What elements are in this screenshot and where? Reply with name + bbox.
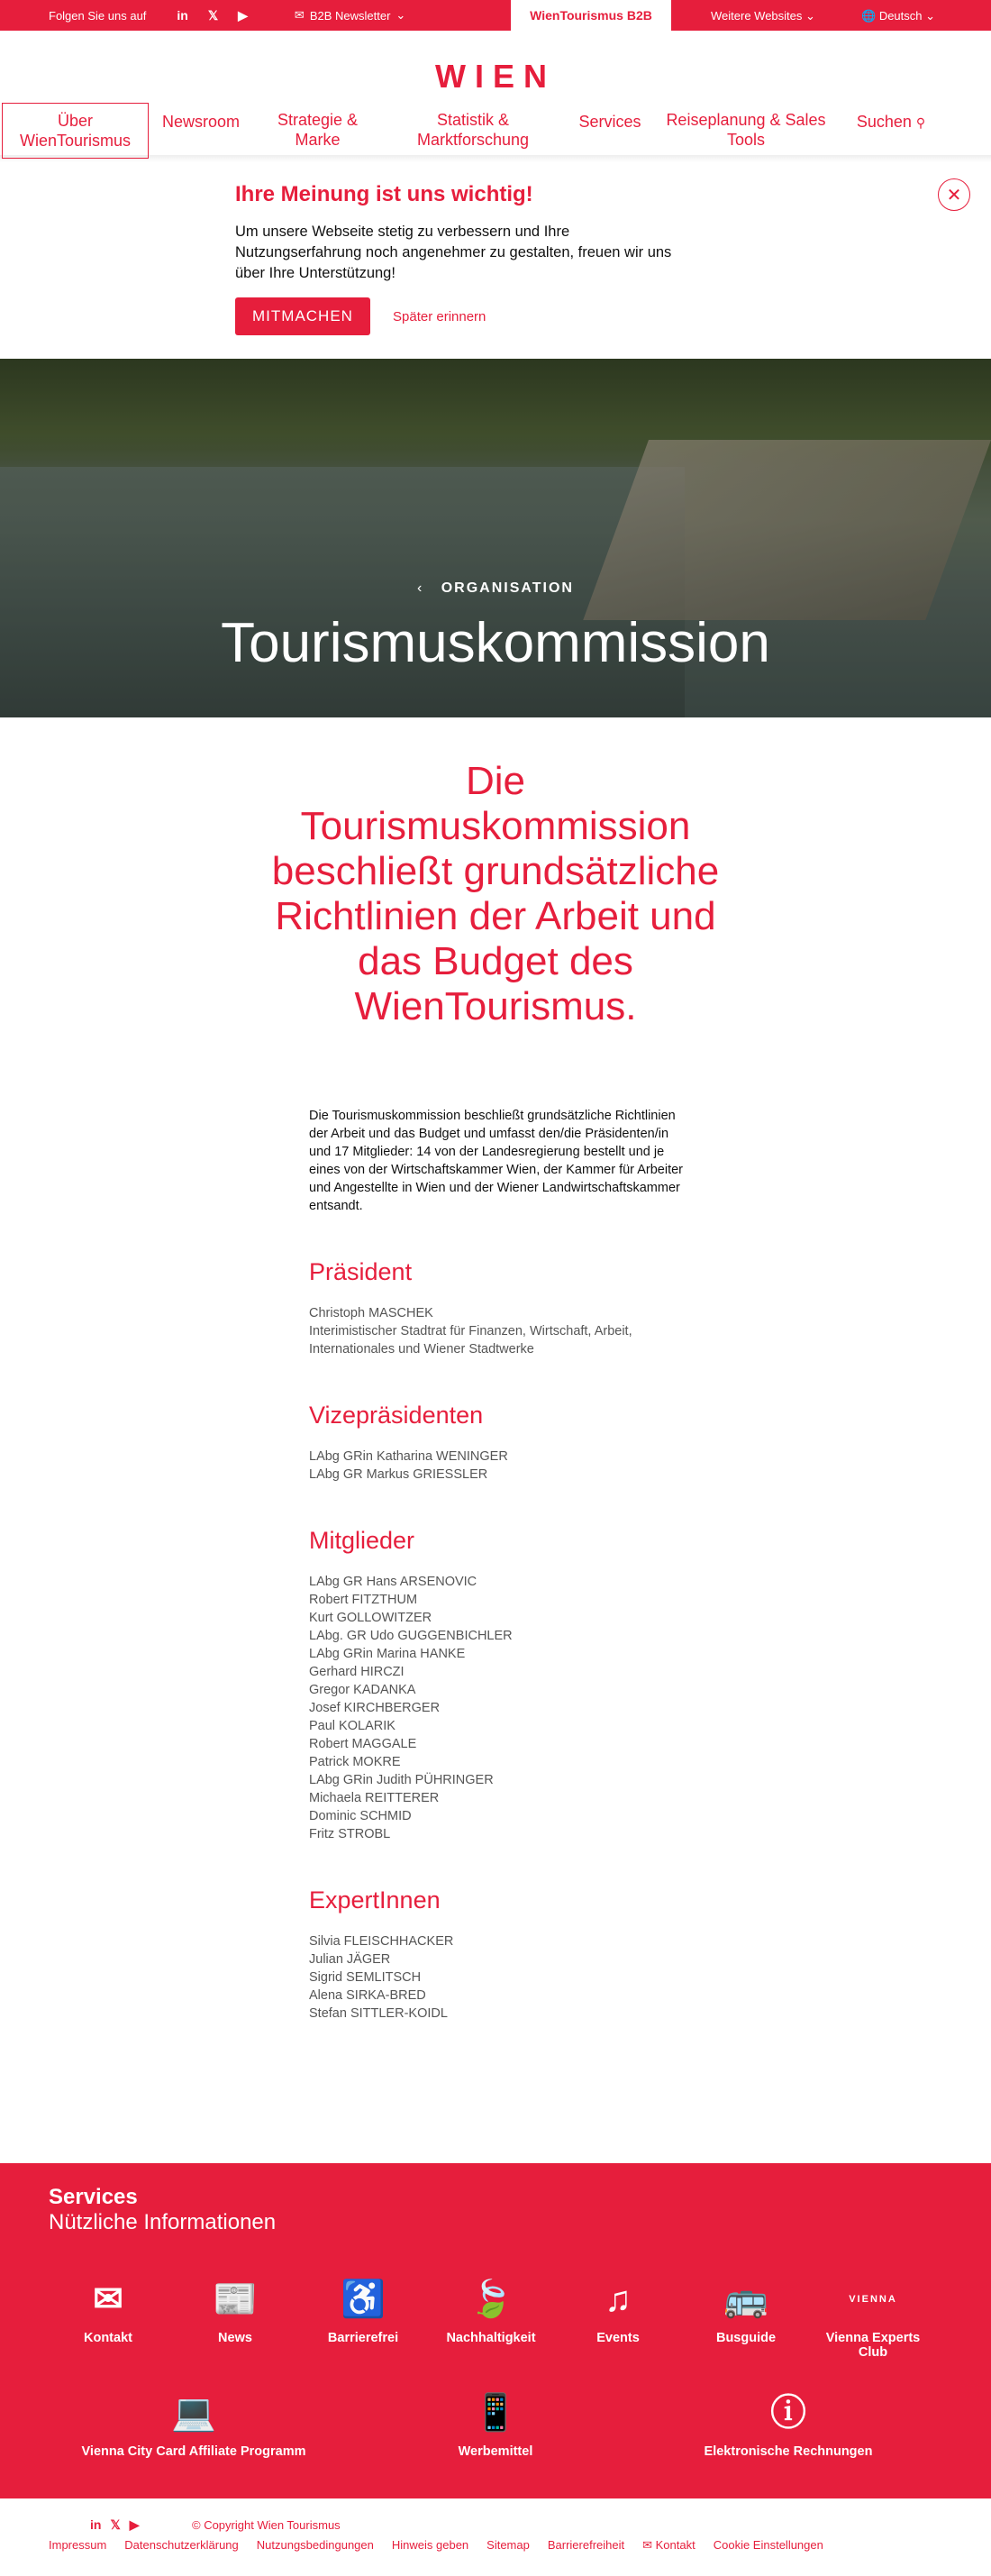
section-president <box>309 1258 687 1358</box>
list-item: Robert MAGGALE <box>309 1737 417 1751</box>
service-label: Busguide <box>715 2331 777 2345</box>
list-item: Patrick MOKRE <box>309 1755 401 1769</box>
service-label: Elektronische Rechnungen <box>704 2444 873 2459</box>
chevron-left-icon: ‹ <box>417 580 436 596</box>
survey-text: Um unsere Webseite stetig zu verbessern und Ihre Nutzungserfahrung noch angenehmer zu gestalten, freuen wir uns über Ihre Unterstützung! <box>235 224 672 281</box>
newsletter-label: B2B Newsletter <box>309 8 391 23</box>
footer-link-feedback[interactable]: Hinweis geben <box>391 2538 469 2552</box>
service-label: Werbemittel <box>458 2444 533 2459</box>
footer-social-links <box>90 2517 140 2533</box>
info-icon: ⓘ <box>770 2393 806 2433</box>
section-title: Präsident <box>309 1258 413 1285</box>
youtube-icon[interactable]: ▶ <box>129 2517 140 2532</box>
laptop-icon: 💻 <box>171 2393 216 2433</box>
list-item: Gregor KADANKA <box>309 1683 416 1697</box>
breadcrumb[interactable] <box>0 580 991 597</box>
search-icon: ⚲ <box>915 115 926 130</box>
globe-icon: 🌐 <box>861 9 879 23</box>
lead-text: Die Tourismuskommission beschließt grundsätzliche Richtlinien der Arbeit und das Budget des WienTourismus. <box>271 759 720 1028</box>
footer-link-cookies[interactable]: Cookie Einstellungen <box>713 2538 823 2552</box>
remind-later-link[interactable]: Später erinnern <box>393 309 486 324</box>
service-label: Vienna City Card Affiliate Programm <box>81 2444 306 2459</box>
chevron-down-icon: ⌄ <box>925 9 936 23</box>
nav-statistics[interactable]: Statistik & Marktforschung <box>416 111 530 149</box>
nav-travel-planning[interactable]: Reiseplanung & Sales Tools <box>666 111 826 149</box>
service-e-invoices[interactable] <box>685 2390 892 2459</box>
list-item: Josef KIRCHBERGER <box>309 1701 441 1715</box>
list-item: LAbg GRin Marina HANKE <box>309 1647 466 1661</box>
page-title: Tourismuskommission <box>221 612 770 674</box>
survey-title: Ihre Meinung ist uns wichtig! <box>235 182 533 206</box>
list-item: Stefan SITTLER-KOIDL <box>309 2006 448 2021</box>
more-websites-label: Weitere Websites <box>711 9 803 23</box>
service-busguide[interactable] <box>687 2277 805 2345</box>
list-item: Paul KOLARIK <box>309 1719 395 1733</box>
list-item: LAbg GRin Katharina WENINGER <box>309 1449 508 1464</box>
service-sustainability[interactable] <box>432 2277 550 2345</box>
service-promo-material[interactable] <box>419 2390 572 2459</box>
vienna-logo-icon: VIENNA <box>849 2294 897 2305</box>
service-label: Barrierefrei <box>327 2331 399 2345</box>
newsletter-link[interactable] <box>295 8 405 23</box>
list-item: Kurt GOLLOWITZER <box>309 1611 432 1625</box>
nav-shadow <box>0 155 991 162</box>
footer-link-accessibility[interactable]: Barrierefreiheit <box>547 2538 625 2552</box>
more-websites-dropdown[interactable] <box>711 9 815 23</box>
list-item: Gerhard HIRCZI <box>309 1665 405 1679</box>
linkedin-icon[interactable]: in <box>90 2517 102 2532</box>
list-item: Alena SIRKA-BRED <box>309 1988 426 2003</box>
footer-link-privacy[interactable]: Datenschutzerklärung <box>124 2538 239 2552</box>
music-icon: ♫ <box>605 2279 632 2319</box>
youtube-icon[interactable]: ▶ <box>238 7 248 23</box>
service-events[interactable] <box>559 2277 677 2345</box>
list-item: Robert FITZTHUM <box>309 1593 418 1607</box>
service-news[interactable] <box>177 2277 294 2345</box>
chevron-down-icon: ⌄ <box>805 9 815 23</box>
services-footer <box>0 2163 991 2498</box>
list-item: Julian JÄGER <box>309 1952 391 1967</box>
list-item: Sigrid SEMLITSCH <box>309 1970 422 1985</box>
services-title: Services <box>49 2185 138 2209</box>
section-title: ExpertInnen <box>309 1886 441 1914</box>
list-item: LAbg. GR Udo GUGGENBICHLER <box>309 1629 513 1643</box>
list-item: Dominic SCHMID <box>309 1809 412 1823</box>
service-city-card[interactable] <box>72 2390 315 2459</box>
x-icon[interactable]: 𝕏 <box>110 2517 121 2532</box>
list-item: LAbg GR Hans ARSENOVIC <box>309 1575 477 1589</box>
section-title: Mitglieder <box>309 1527 415 1554</box>
service-label: Kontakt <box>84 2331 132 2345</box>
list-item: LAbg GR Markus GRIESSLER <box>309 1467 488 1482</box>
follow-label: Folgen Sie uns auf <box>49 8 147 23</box>
nav-search[interactable] <box>850 112 932 132</box>
participate-button[interactable]: MITMACHEN <box>235 297 370 335</box>
service-accessible[interactable] <box>305 2277 422 2345</box>
social-links <box>177 8 248 23</box>
list-item: Interimistischer Stadtrat für Finanzen, Wirtschaft, Arbeit, Internationales und Wiener Stadtwerke <box>309 1324 632 1357</box>
newspaper-icon: 📰 <box>213 2279 258 2319</box>
footer-link-terms[interactable]: Nutzungsbedingungen <box>256 2538 374 2552</box>
section-title: Vizepräsidenten <box>309 1402 484 1429</box>
service-label: Nachhaltigkeit <box>446 2331 536 2345</box>
service-label: Vienna Experts Club <box>825 2331 921 2360</box>
section-members <box>309 1527 687 1843</box>
list-item: Michaela REITTERER <box>309 1791 440 1805</box>
footer-links <box>49 2538 823 2553</box>
bottom-footer <box>0 2498 991 2576</box>
language-label: Deutsch <box>878 9 923 23</box>
intro-text: Die Tourismuskommission beschließt grundsätzliche Richtlinien der Arbeit und das Budget und umfasst den/die Präsidenten/in und 17 Mitglieder: 14 von der Landesregierung bestellt und je eines von der Wirtschaftskammer Wien, der Kammer für Arbeiter und Angestellte in Wien und der Wiener Landwirtschaftskammer entsandt. <box>309 1109 683 1213</box>
x-icon[interactable]: 𝕏 <box>207 7 219 23</box>
nav-newsroom[interactable]: Newsroom <box>161 113 241 131</box>
mobile-icon: 📱 <box>473 2393 518 2433</box>
list-item: Christoph MASCHEK <box>309 1306 433 1320</box>
section-experts <box>309 1886 687 2023</box>
chevron-down-icon: ⌄ <box>395 8 406 22</box>
nav-services[interactable]: Services <box>578 113 641 131</box>
site-logo[interactable]: WIEN <box>435 58 556 95</box>
main-nav <box>0 97 991 155</box>
footer-link-contact[interactable]: ✉ Kontakt <box>642 2538 696 2552</box>
survey-banner <box>0 162 991 359</box>
section-vice-presidents <box>309 1402 687 1484</box>
envelope-icon: ✉ <box>93 2279 123 2319</box>
breadcrumb-label: ORGANISATION <box>441 580 574 596</box>
services-subtitle: Nützliche Informationen <box>49 2210 277 2234</box>
top-bar <box>0 0 991 31</box>
copyright: © Copyright Wien Tourismus <box>192 2518 341 2532</box>
close-icon[interactable]: ✕ <box>938 178 970 211</box>
service-contact[interactable] <box>50 2277 167 2345</box>
service-label: Events <box>596 2331 640 2345</box>
nav-about[interactable]: Über WienTourismus <box>2 103 149 159</box>
list-item: Fritz STROBL <box>309 1827 391 1841</box>
hero-banner <box>0 359 991 717</box>
language-dropdown[interactable] <box>861 9 935 23</box>
list-item: Silvia FLEISCHHACKER <box>309 1934 454 1949</box>
b2b-tab[interactable]: WienTourismus B2B <box>511 0 671 31</box>
list-item: LAbg GRin Judith PÜHRINGER <box>309 1773 494 1787</box>
nav-strategy[interactable]: Strategie & Marke <box>277 111 359 149</box>
leaf-icon: 🍃 <box>468 2279 514 2319</box>
wheelchair-icon: ♿ <box>341 2279 386 2319</box>
search-label: Suchen <box>856 113 912 131</box>
footer-link-sitemap[interactable]: Sitemap <box>486 2538 530 2552</box>
service-experts-club[interactable] <box>814 2277 932 2360</box>
newsletter-icon: ✉ <box>294 8 305 22</box>
bus-icon: 🚌 <box>723 2279 768 2319</box>
linkedin-icon[interactable]: in <box>177 8 188 23</box>
footer-link-imprint[interactable]: Impressum <box>49 2538 107 2552</box>
service-label: News <box>218 2331 252 2345</box>
